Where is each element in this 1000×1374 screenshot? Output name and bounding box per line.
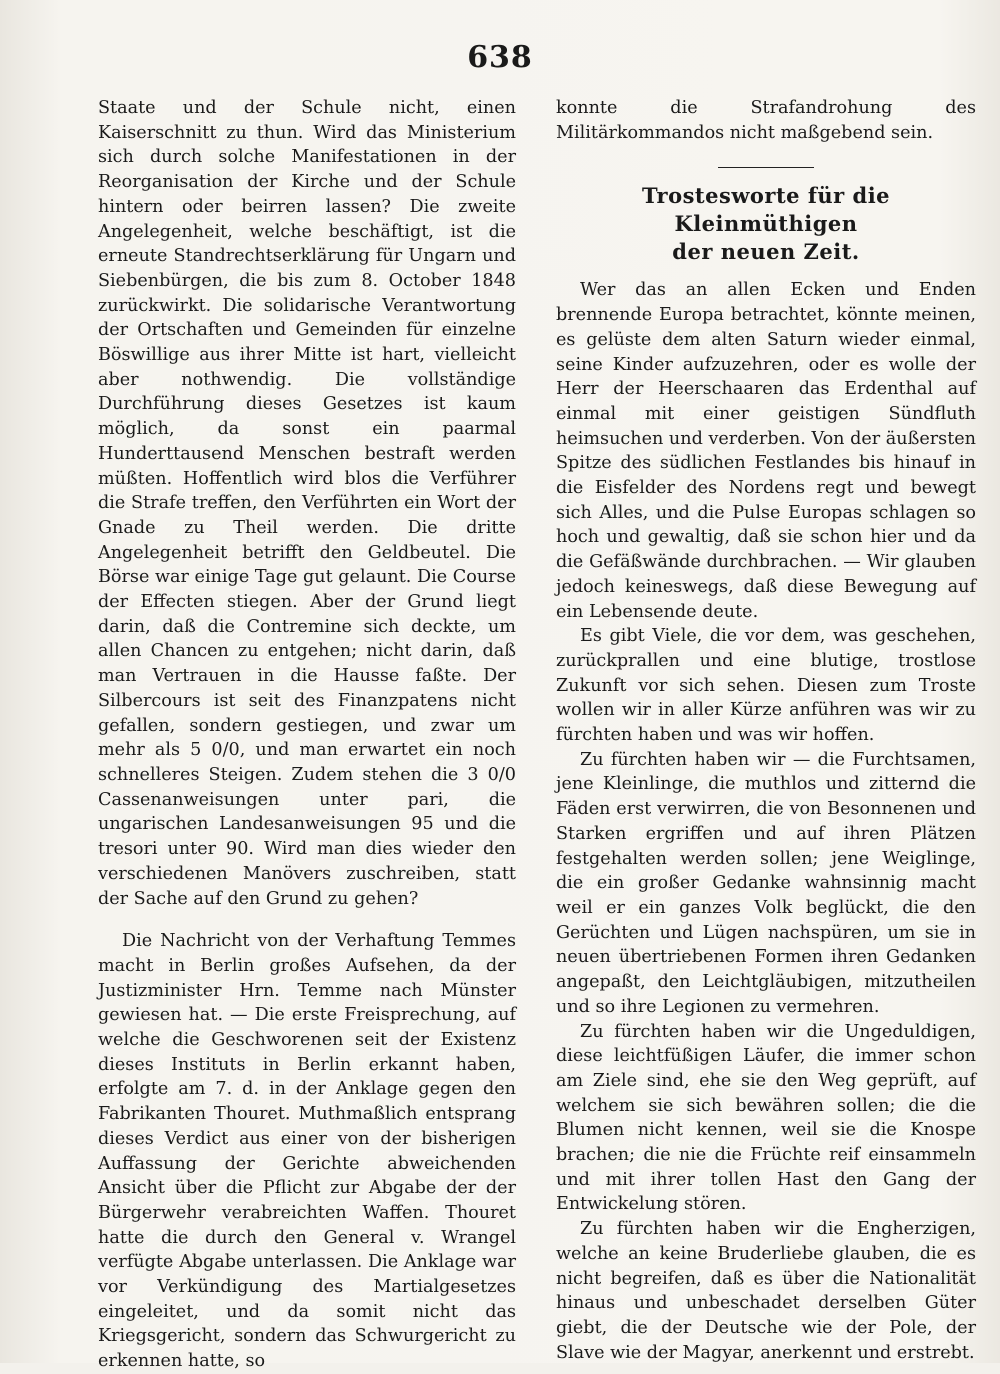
right-paragraph-1: Wer das an allen Ecken und Enden brennende Europa betrachtet, könnte meinen, es gelüste dem alten Saturn wieder einmal, seine Kinder aufzuzehren, oder es wolle der Herr der Heerschaaren das Erdenthal auf einmal mit einer geistigen Sündfluth heimsuchen und verderben. Von der äußersten Spitze des südlichen Festlandes bis hinauf in die Eisfelder des Nordens regt und bewegt sich Alles, und die Pulse Europas schlagen so hoch und gewaltig, daß sie schon hier und da die Gefäßwände durchbrachen. — Wir glauben jedoch keineswegs, daß diese Bewegung auf ein Lebensende deute.: [556, 280, 977, 622]
right-column: [556, 96, 976, 1365]
right-paragraph-4: Zu fürchten haben wir die Ungeduldigen, diese leichtfüßigen Läufer, die immer schon am Ziele sind, ehe sie den Weg geprüft, auf welchem sie sich bewähren sollen; die die Blumen nicht kennen, weil sie die Knospe brachen; die nie die Früchte reif einsammeln und mit ihrer tollen Hast den Gang der Entwickelung stören.: [556, 1021, 976, 1215]
article-heading-line-2: der neuen Zeit.: [672, 239, 860, 265]
right-paragraph-2: Es gibt Viele, die vor dem, was geschehen, zurückprallen und eine blutige, trostlose Zukunft vor sich sehen. Diesen zum Troste wollen wir in aller Kürze anführen was wir zu fürchten haben und was wir hoffen.: [556, 626, 976, 746]
right-paragraph-5: Zu fürchten haben wir die Engherzigen, welche an keine Bruderliebe glauben, die es nicht begreifen, daß es über die Nationalität hinaus und unbeschadet derselben Güter giebt, die der Deutsche wie der Pole, der Slave wie der Magyar, anerkennt und erstrebt.: [556, 1219, 976, 1363]
right-intro-text: konnte die Strafandrohung des Militärkommandos nicht maßgebend sein.: [556, 98, 976, 143]
section-divider: [718, 167, 814, 168]
page-number: 638: [467, 40, 533, 75]
right-paragraph-3: Zu fürchten haben wir — die Furchtsamen, jene Kleinlinge, die muthlos und zitternd die Fäden erst verwirren, die von Besonnenen und Starken ergriffen und auf ihren Plätzen festgehalten werden sollen; jene Weiglinge, die ein großer Gedanke wahnsinnig macht weil er ein ganzes Volk beglückt, die den Gerüchten und Lügen nachspüren, um sie in neuen übertriebenen Formen ihren Gedanken angepaßt, den Leichtgläubigen, mitzutheilen und so ihre Legionen zu vermehren.: [556, 749, 976, 1017]
left-column: [98, 96, 516, 1374]
left-paragraph-1: Staate und der Schule nicht, einen Kaiserschnitt zu thun. Wird das Ministerium sich durch solche Manifestationen in der Reorganisation der Kirche und der Schule hintern oder beirren lassen? Die zweite Angelegenheit, welche beschäftigt, ist die erneute Standrechtserklärung für Ungarn und Siebenbürgen, die bis zum 8. October 1848 zurückwirkt. Die solidarische Verantwortung der Ortschaften und Gemeinden für einzelne Böswillige aus ihrer Mitte ist hart, vielleicht aber nothwendig. Die vollständige Durchführung dieses Gesetzes ist kaum möglich, da sonst ein paarmal Hunderttausend Menschen bestraft werden müßten. Hoffentlich wird blos die Verführer die Strafe treffen, den Verführten ein Wort der Gnade zu Theil werden. Die dritte Angelegenheit betrifft den Geldbeutel. Die Börse war einige Tage gut gelaunt. Die Course der Effecten stiegen. Aber der Grund liegt darin, daß die Contremine sich deckte, um allen Chancen zu entgehen; nicht darin, daß man Vertrauen in die Hausse faßte. Der Silbercours ist seit des Finanzpatens nicht gefallen, sondern gestiegen, und zwar um mehr als 5 0/0, und man erwartet ein noch schnelleres Steigen. Zudem stehen die 3 0/0 Cassenanweisungen unter pari, die ungarischen Landesanweisungen 95 und die tresori unter 90. Wird man dies wieder den verschiedenen Manövers zuschreiben, statt der Sache auf den Grund zu gehen?: [98, 98, 516, 909]
article-heading: [556, 182, 976, 266]
article-heading-line-1: Trostesworte für die Kleinmüthigen: [641, 183, 891, 237]
left-paragraph-2: Die Nachricht von der Verhaftung Temmes macht in Berlin großes Aufsehen, da der Justizminister Hrn. Temme nach Münster gewiesen hat. — Die erste Freisprechung, auf welche die Geschworenen seit der Existenz dieses Instituts in Berlin erkannt haben, erfolgte am 7. d. in der Anklage gegen den Fabrikanten Thouret. Muthmaßlich entsprang dieses Verdict aus einer von der bisherigen Auffassung der Gerichte abweichenden Ansicht über die Pflicht zur Abgabe der der Bürgerwehr verabreichten Waffen. Thouret hatte die durch den General v. Wrangel verfügte Abgabe unterlassen. Die Anklage war vor Verkündigung des Martialgesetzes eingeleitet, und da somit nicht das Kriegsgericht, sondern das Schwurgericht zu erkennen hatte, so: [98, 931, 516, 1372]
